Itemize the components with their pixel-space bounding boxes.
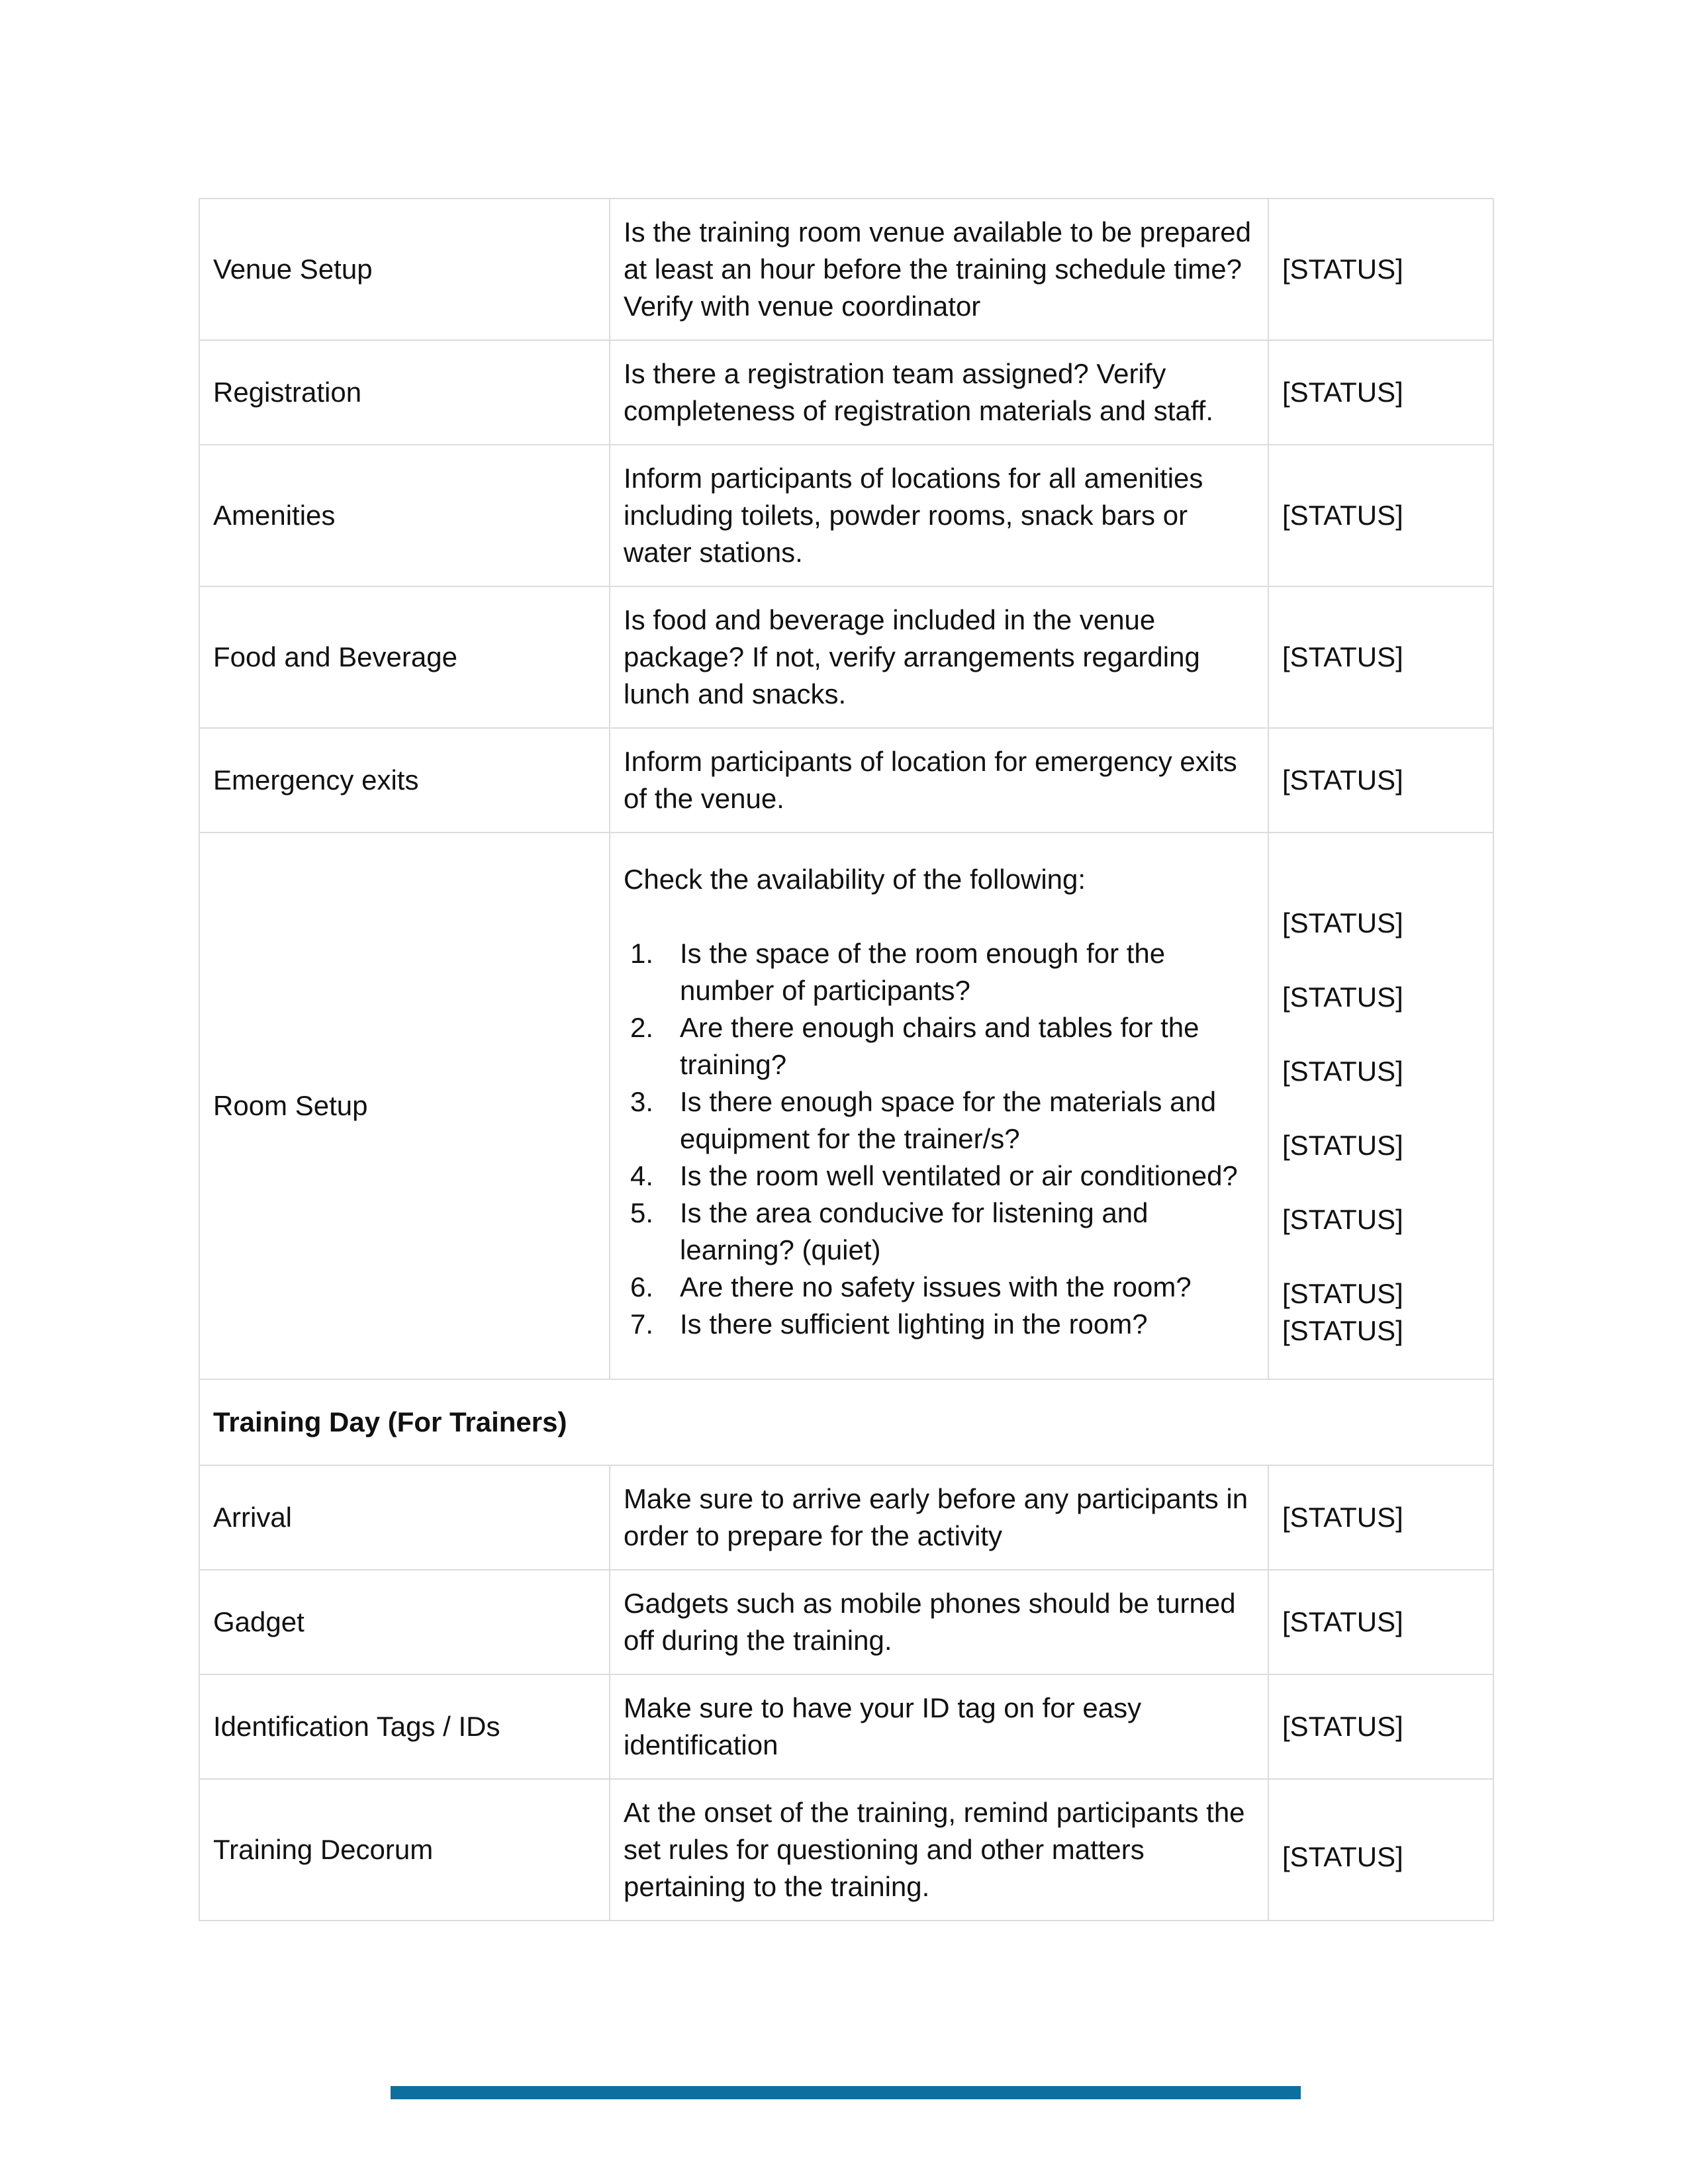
room-setup-row: [199, 833, 1493, 1379]
list-text: Is the space of the room enough for the number of participants?: [680, 938, 1166, 1006]
list-number: 6.: [630, 1271, 654, 1302]
row-status: [STATUS]: [1282, 1056, 1403, 1087]
table-row: [199, 1570, 1493, 1674]
checklist-table: [199, 198, 1494, 1921]
table-row: [199, 1674, 1493, 1779]
table-row: [199, 340, 1493, 445]
row-status: [STATUS]: [1282, 907, 1403, 938]
footer-accent-bar: [391, 2086, 1301, 2099]
row-status: [STATUS]: [1268, 728, 1493, 833]
list-text: Is there sufficient lighting in the room?: [680, 1308, 1148, 1340]
list-number: 3.: [630, 1086, 654, 1117]
room-setup-description: [610, 833, 1268, 1379]
room-setup-list: [624, 935, 1254, 1343]
row-item-label: Arrival: [199, 1465, 610, 1570]
row-status: [STATUS]: [1268, 1465, 1493, 1570]
table-row: [199, 1465, 1493, 1570]
list-text: Are there no safety issues with the room?: [680, 1271, 1192, 1302]
table-row: [199, 728, 1493, 833]
list-item: [624, 1306, 1254, 1343]
status-stack: [1282, 848, 1479, 1349]
row-item-label: Food and Beverage: [199, 586, 610, 728]
row-status: [STATUS]: [1282, 981, 1403, 1013]
row-status: [STATUS]: [1268, 1674, 1493, 1779]
list-number: 2.: [630, 1012, 654, 1043]
list-number: 7.: [630, 1308, 654, 1340]
row-description: Is food and beverage included in the venue package? If not, verify arrangements regarding lunch and snacks.: [610, 586, 1268, 728]
list-text: Is the room well ventilated or air conditioned?: [680, 1160, 1238, 1191]
room-setup-statuses: [1268, 833, 1493, 1379]
table-row: [199, 586, 1493, 728]
table-row: [199, 1779, 1493, 1921]
row-status: [STATUS]: [1268, 1779, 1493, 1921]
list-item: [624, 1083, 1254, 1158]
row-item-label: Emergency exits: [199, 728, 610, 833]
list-item: [624, 1158, 1254, 1195]
list-item: [624, 1009, 1254, 1083]
section-heading: Training Day (For Trainers): [199, 1379, 1493, 1465]
list-text: Is there enough space for the materials and equipment for the trainer/s?: [680, 1086, 1217, 1154]
list-number: 4.: [630, 1160, 654, 1191]
table-row: [199, 445, 1493, 586]
row-description: Inform participants of locations for all amenities including toilets, powder rooms, snack bars or water stations.: [610, 445, 1268, 586]
table-row: [199, 199, 1493, 340]
list-item: [624, 1269, 1254, 1306]
list-number: 1.: [630, 938, 654, 969]
row-item-label: Registration: [199, 340, 610, 445]
section-heading-row: [199, 1379, 1493, 1465]
row-item-label: Amenities: [199, 445, 610, 586]
row-status: [STATUS]: [1282, 1204, 1403, 1235]
row-description: Make sure to have your ID tag on for easy identification: [610, 1674, 1268, 1779]
list-item: [624, 935, 1254, 1009]
row-item-label: Gadget: [199, 1570, 610, 1674]
row-description: Is the training room venue available to be prepared at least an hour before the training schedule time? Verify with venue coordinator: [610, 199, 1268, 340]
row-status: [STATUS]: [1268, 340, 1493, 445]
row-item-label: Identification Tags / IDs: [199, 1674, 610, 1779]
row-status: [STATUS]: [1282, 1130, 1403, 1161]
list-text: Is the area conducive for listening and learning? (quiet): [680, 1197, 1149, 1265]
row-description: Gadgets such as mobile phones should be turned off during the training.: [610, 1570, 1268, 1674]
row-item-label: Venue Setup: [199, 199, 610, 340]
list-number: 5.: [630, 1197, 654, 1228]
room-setup-intro: Check the availability of the following:: [624, 864, 1086, 895]
row-item-label: Training Decorum: [199, 1779, 610, 1921]
row-description: At the onset of the training, remind participants the set rules for questioning and other matters pertaining to the training.: [610, 1779, 1268, 1921]
row-description: Make sure to arrive early before any participants in order to prepare for the activity: [610, 1465, 1268, 1570]
row-description: Is there a registration team assigned? Verify completeness of registration materials and staff.: [610, 340, 1268, 445]
row-item-label: Room Setup: [199, 833, 610, 1379]
list-item: [624, 1195, 1254, 1269]
row-status: [STATUS]: [1268, 586, 1493, 728]
row-status: [STATUS]: [1268, 199, 1493, 340]
row-status: [STATUS]: [1282, 1278, 1403, 1309]
row-status: [STATUS]: [1268, 445, 1493, 586]
list-text: Are there enough chairs and tables for the training?: [680, 1012, 1199, 1080]
row-description: Inform participants of location for emergency exits of the venue.: [610, 728, 1268, 833]
row-status: [STATUS]: [1282, 1315, 1403, 1346]
row-status: [STATUS]: [1268, 1570, 1493, 1674]
